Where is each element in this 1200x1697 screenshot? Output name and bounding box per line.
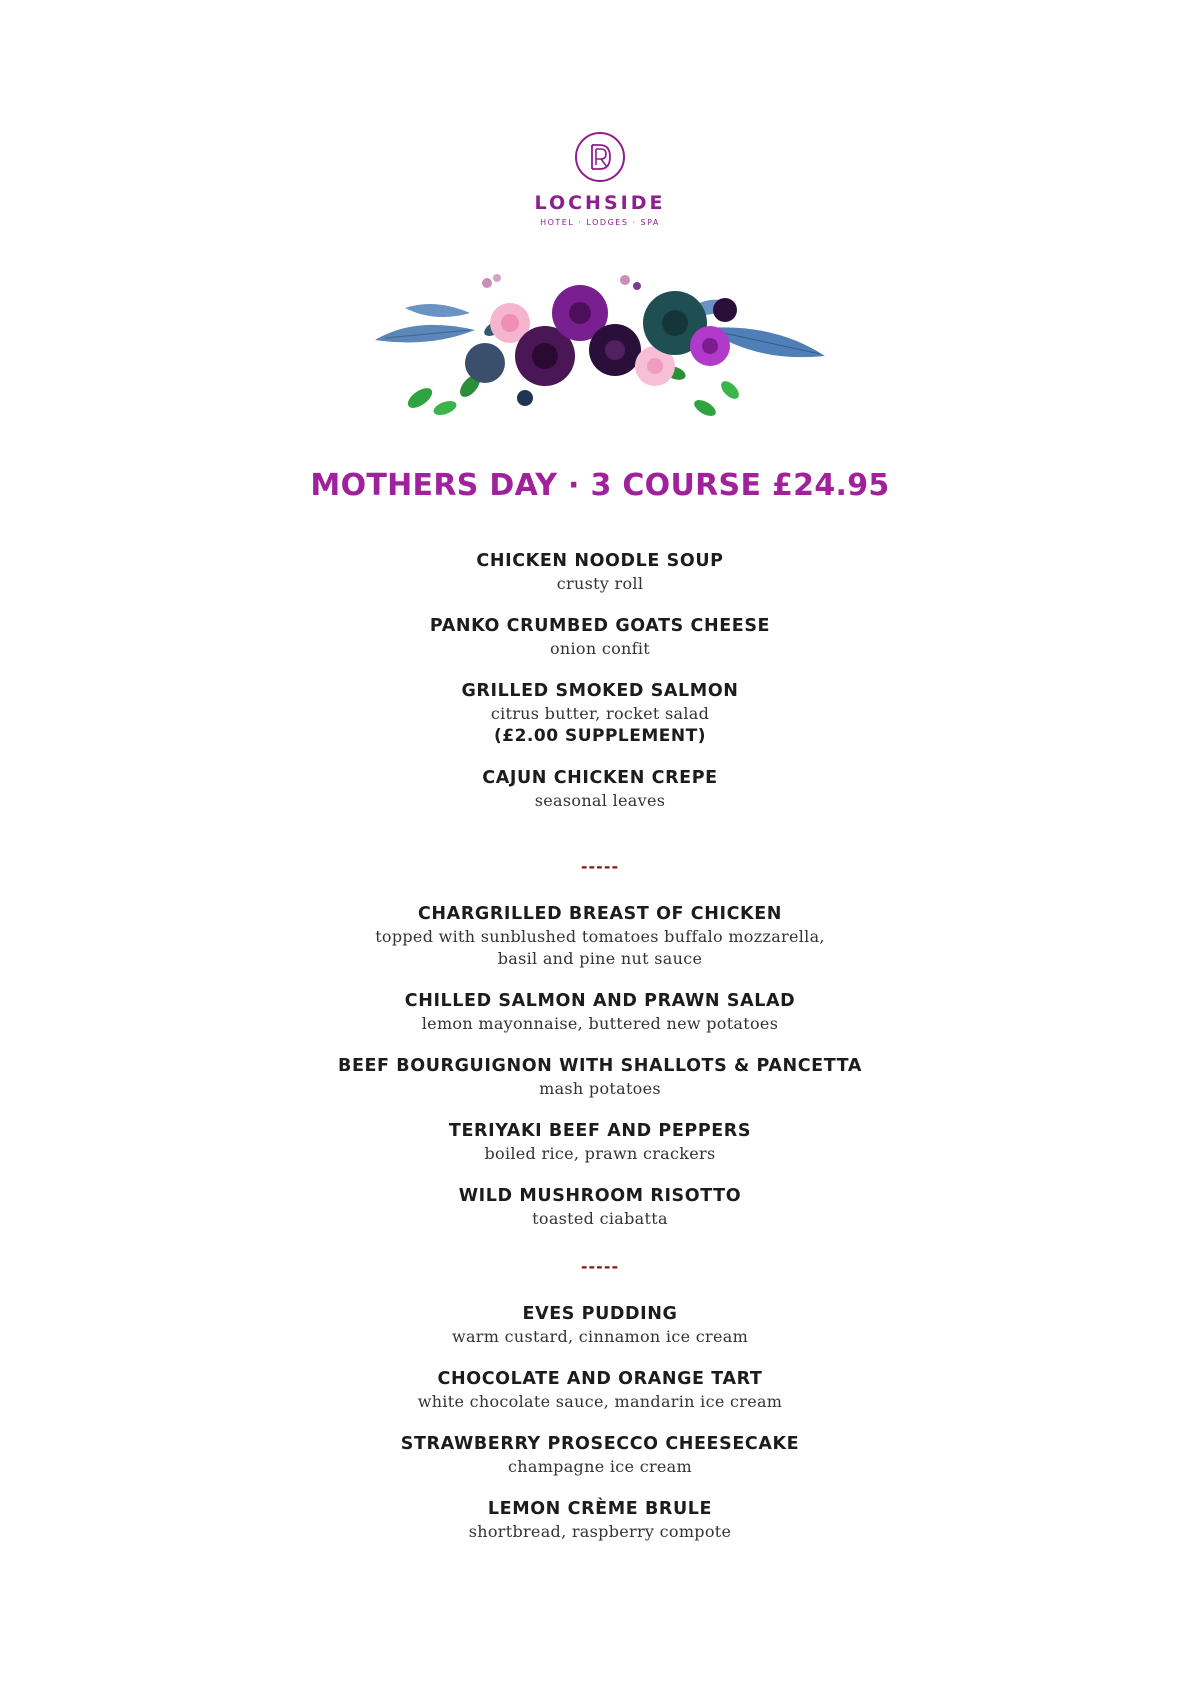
dish-name: PANKO CRUMBED GOATS CHEESE bbox=[429, 616, 771, 636]
desserts-section bbox=[0, 1302, 1200, 1562]
dish-description: citrus butter, rocket salad bbox=[490, 704, 710, 723]
menu-item bbox=[0, 1367, 1200, 1413]
supplement-note: (£2.00 SUPPLEMENT) bbox=[494, 726, 706, 746]
brand-name: LOCHSIDE bbox=[534, 192, 666, 214]
menu-item bbox=[0, 1432, 1200, 1478]
dish-name: GRILLED SMOKED SALMON bbox=[461, 681, 739, 701]
starters-section bbox=[0, 549, 1200, 831]
dish-description: onion confit bbox=[549, 639, 651, 658]
dish-name: CHOCOLATE AND ORANGE TART bbox=[437, 1369, 763, 1389]
menu-item bbox=[0, 614, 1200, 660]
menu-item bbox=[0, 902, 1200, 970]
dish-description: seasonal leaves bbox=[534, 791, 666, 810]
dish-description: mash potatoes bbox=[539, 1079, 661, 1098]
mains-section bbox=[0, 902, 1200, 1249]
course-separator: ----- bbox=[580, 1257, 620, 1276]
floral-arrangement-icon bbox=[375, 268, 825, 438]
menu-item bbox=[0, 766, 1200, 812]
dish-description: champagne ice cream bbox=[508, 1457, 692, 1476]
dish-description: toasted ciabatta bbox=[532, 1209, 668, 1228]
monogram-icon bbox=[573, 130, 627, 184]
brand-tagline: HOTEL · LODGES · SPA bbox=[540, 218, 660, 227]
dish-name: CHARGRILLED BREAST OF CHICKEN bbox=[417, 904, 782, 924]
dish-description: topped with sunblushed tomatoes buffalo mozzarella, basil and pine nut sauce bbox=[375, 927, 825, 968]
dish-description: shortbread, raspberry compote bbox=[468, 1522, 732, 1541]
dish-name: TERIYAKI BEEF AND PEPPERS bbox=[448, 1121, 752, 1141]
menu-item bbox=[0, 1302, 1200, 1348]
dish-name: STRAWBERRY PROSECCO CHEESECAKE bbox=[400, 1434, 800, 1454]
dish-name: LEMON CRÈME BRULE bbox=[487, 1499, 713, 1519]
menu-item bbox=[0, 679, 1200, 747]
dish-description: warm custard, cinnamon ice cream bbox=[451, 1327, 749, 1346]
dish-name: BEEF BOURGUIGNON WITH SHALLOTS & PANCETTA bbox=[338, 1056, 862, 1076]
dish-name: EVES PUDDING bbox=[522, 1304, 678, 1324]
dish-description: lemon mayonnaise, buttered new potatoes bbox=[421, 1014, 779, 1033]
menu-item bbox=[0, 549, 1200, 595]
dish-name: WILD MUSHROOM RISOTTO bbox=[458, 1186, 742, 1206]
menu-item bbox=[0, 989, 1200, 1035]
menu-item bbox=[0, 1184, 1200, 1230]
course-separator: ----- bbox=[580, 857, 620, 876]
dish-name: CHILLED SALMON AND PRAWN SALAD bbox=[404, 991, 796, 1011]
dish-description: crusty roll bbox=[556, 574, 644, 593]
dish-description: white chocolate sauce, mandarin ice cream bbox=[417, 1392, 783, 1411]
menu-item bbox=[0, 1119, 1200, 1165]
dish-name: CHICKEN NOODLE SOUP bbox=[476, 551, 724, 571]
dish-description: boiled rice, prawn crackers bbox=[484, 1144, 716, 1163]
menu-title: MOTHERS DAY · 3 COURSE £24.95 bbox=[310, 468, 890, 503]
dish-name: CAJUN CHICKEN CREPE bbox=[482, 768, 718, 788]
hotel-logo bbox=[0, 130, 1200, 227]
menu-item bbox=[0, 1497, 1200, 1543]
menu-item bbox=[0, 1054, 1200, 1100]
